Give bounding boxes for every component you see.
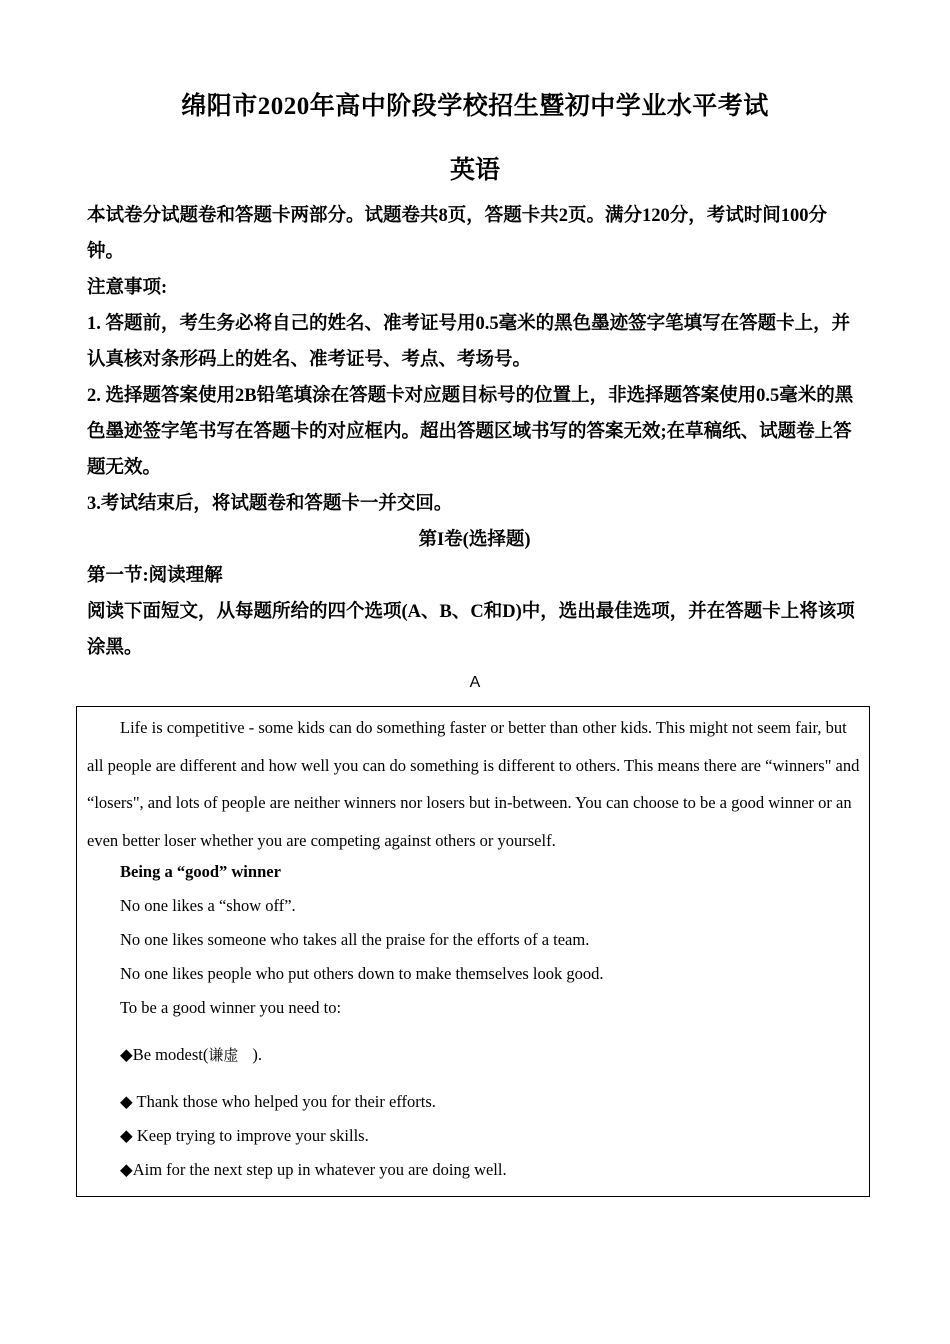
passage-line: To be a good winner you need to: (120, 998, 342, 1017)
note-1: 1. 答题前，考生务必将自己的姓名、准考证号用0.5毫米的黑色墨迹签字笔填写在答题卡上，并认真核对条形码上的姓名、准考证号、考点、考场号。 (87, 314, 851, 370)
passage-line: No one likes people who put others down to make themselves look good. (120, 964, 604, 983)
bullet-item (120, 1160, 507, 1180)
passage-line: No one likes a “show off”. (120, 896, 296, 915)
bullet-item (120, 1092, 436, 1112)
passage-line: No one likes someone who takes all the praise for the efforts of a team. (120, 930, 590, 949)
bullet-text: Thank those who helped you for their efforts. (132, 1092, 436, 1111)
passage-heading: Being a “good” winner (120, 862, 281, 881)
bullet-text: Keep trying to improve your skills. (132, 1126, 369, 1145)
passage-label: A (469, 674, 481, 691)
passage-intro-text: Life is competitive - some kids can do something faster or better than other kids. This might not seem fair, but all people are different and how well you can do something is different to others. This means there are “winners" and “losers", and lots of people are neither winners nor losers but in-between. You can choose to be a good winner or an even better loser whether you are competing against others or yourself. (87, 718, 860, 850)
notes-heading: 注意事项: (87, 278, 168, 298)
bullet-item (120, 1126, 369, 1146)
section-directions: 阅读下面短文，从每题所给的四个选项(A、B、C和D)中，选出最佳选项，并在答题卡上将该项涂黑。 (87, 602, 855, 658)
instructions-block (87, 198, 862, 666)
passage-intro (87, 709, 861, 859)
diamond-bullet-icon: ◆ (120, 1092, 133, 1111)
diamond-bullet-icon: ◆ (120, 1126, 133, 1145)
bullet-text-end: ). (252, 1045, 262, 1064)
chinese-gloss: 谦虚 (208, 1046, 239, 1064)
passage-box (76, 706, 870, 1197)
diamond-bullet-icon: ◆ (120, 1045, 133, 1064)
exam-intro: 本试卷分试题卷和答题卡两部分。试题卷共8页，答题卡共2页。满分120分，考试时间100分钟。 (87, 206, 828, 262)
exam-title: 绵阳市2020年高中阶段学校招生暨初中学业水平考试 (181, 93, 769, 120)
note-2: 2. 选择题答案使用2B铅笔填涂在答题卡对应题目标号的位置上，非选择题答案使用0.5毫米的黑色墨迹签字笔书写在答题卡的对应框内。超出答题区域书写的答案无效;在草稿纸、试题卷上答题无效。 (87, 386, 854, 478)
part-title: 第I卷(选择题) (418, 530, 531, 550)
section-title: 第一节:阅读理解 (87, 566, 223, 586)
bullet-text: Aim for the next step up in whatever you are doing well. (132, 1160, 507, 1179)
diamond-bullet-icon: ◆ (120, 1160, 133, 1179)
bullet-item (120, 1045, 262, 1065)
bullet-text: Be modest( (132, 1045, 209, 1064)
note-3: 3.考试结束后，将试题卷和答题卡一并交回。 (87, 494, 453, 514)
subject-title: 英语 (449, 157, 500, 184)
